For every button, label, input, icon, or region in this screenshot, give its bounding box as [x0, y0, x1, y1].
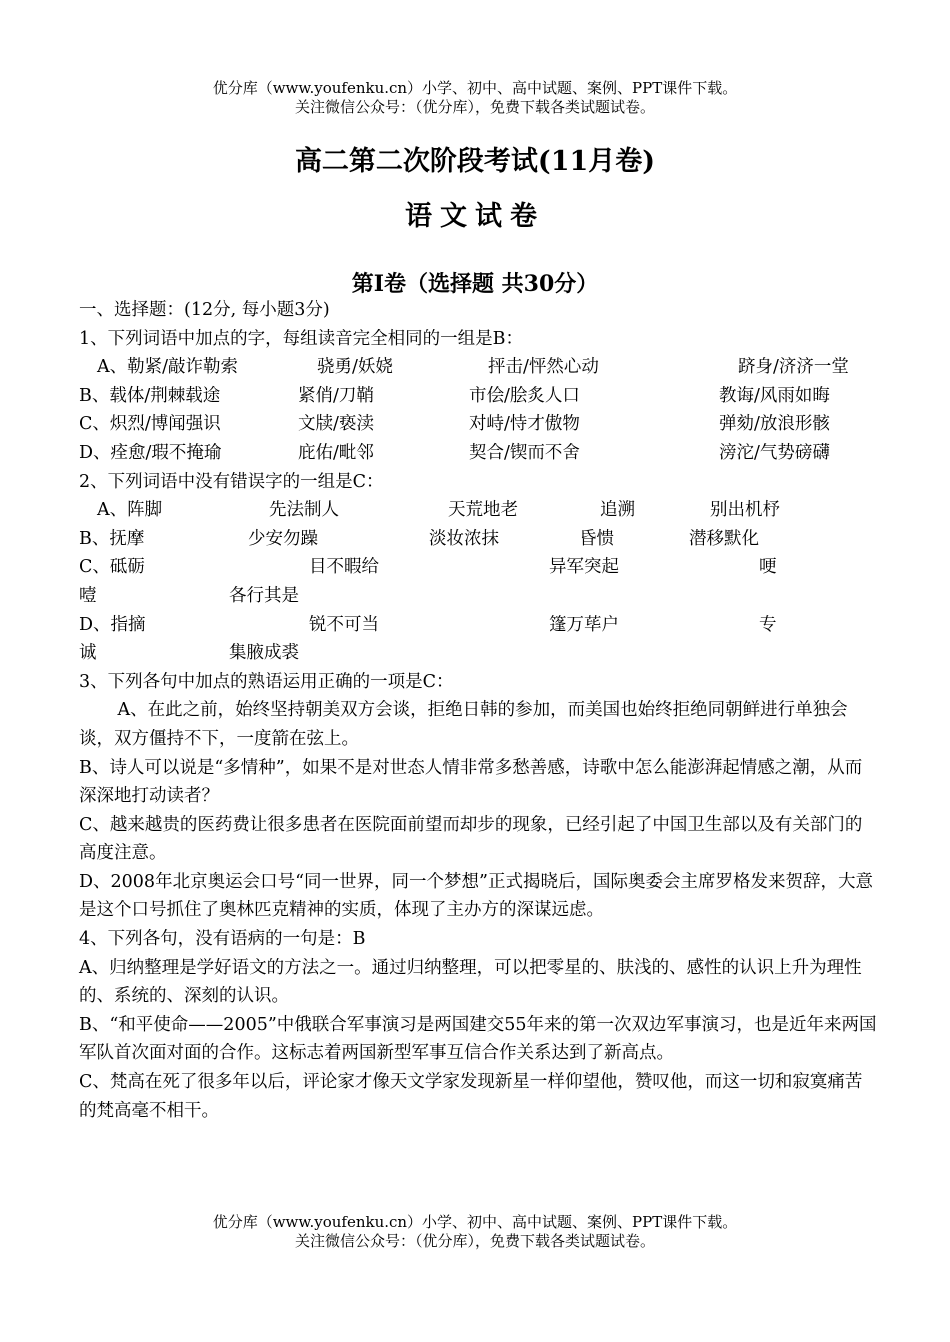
q1-b-col1: B、载体/荆棘载途 — [79, 385, 221, 406]
q2-d2-col2: 集腋成裘 — [229, 643, 299, 664]
q2-c2-col1: 噎 — [79, 585, 97, 606]
page-footer — [0, 1213, 950, 1251]
q2-c-col1: C、砥砺 — [79, 557, 145, 578]
q1-d-col1: D、痊愈/瑕不掩瑜 — [79, 442, 222, 463]
q2-c-col3: 异军突起 — [549, 557, 619, 578]
q1-c-col2: 文牍/亵渎 — [298, 414, 374, 435]
q3-option-c: C、越来越贵的医药费让很多患者在医院面前望而却步的现象，已经引起了中国卫生部以及有关部门的高度注意。 — [79, 814, 863, 864]
q2-d-col3: 篷万荜户 — [549, 614, 619, 635]
q1-a-col3: 抨击/怦然心动 — [488, 357, 599, 378]
q1-c-col3: 对峙/恃才傲物 — [469, 414, 580, 435]
q2-b-col5: 潜移默化 — [689, 528, 759, 549]
q2-a-col5: 别出机杼 — [710, 500, 780, 521]
q2-a-col3: 天荒地老 — [448, 500, 518, 521]
q3-option-a: A、在此之前，始终坚持朝美双方会谈，拒绝日韩的参加，而美国也始终拒绝同朝鲜进行单独会谈，双方僵持不下，一度箭在弦上。 — [79, 700, 848, 749]
q1-d-col3: 契合/锲而不舍 — [469, 442, 580, 463]
q1-a-col2: 骁勇/妖娆 — [317, 357, 393, 378]
header-line-2: 关注微信公众号：（优分库），免费下载各类试题试卷。 — [294, 98, 655, 116]
q2-option-a — [79, 496, 879, 525]
q2-option-d — [79, 611, 879, 640]
q2-option-b — [79, 525, 879, 554]
q2-b-col3: 淡妆浓抹 — [429, 528, 499, 549]
q1-b-col3: 市侩/脍炙人口 — [469, 385, 580, 406]
q4-option-a: A、归纳整理是学好语文的方法之一。通过归纳整理，可以把零星的、肤浅的、感性的认识上升为理性的、系统的、深刻的认识。 — [79, 957, 862, 1007]
q1-option-c — [79, 410, 879, 439]
q2-d-col4: 专 — [759, 614, 777, 635]
q2-option-c — [79, 553, 879, 582]
section-heading: 一、选择题：(12分, 每小题3分) — [79, 300, 330, 320]
q3-option-d: D、2008年北京奥运会口号“同一世界，同一个梦想”正式揭晓后，国际奥委会主席罗格发来贺辞，大意是这个口号抓住了奥林匹克精神的实质，体现了主办方的深谋远虑。 — [79, 871, 873, 921]
q1-a-col4: 跻身/济济一堂 — [738, 357, 849, 378]
q2-b-col4: 昏愦 — [579, 528, 614, 549]
q1-b-col2: 紧俏/刀鞘 — [298, 385, 374, 406]
q1-option-b — [79, 382, 879, 411]
q2-d2-col1: 诚 — [79, 643, 97, 664]
q2-b-col2: 少安勿躁 — [248, 528, 318, 549]
q1-d-col2: 庇佑/毗邻 — [298, 442, 374, 463]
header-line-1: 优分库（www.youfenku.cn）小学、初中、高中试题、案例、PPT课件下载。 — [212, 79, 738, 97]
page-header — [0, 79, 950, 117]
q2-d-col2: 锐不可当 — [309, 614, 379, 635]
question-4-stem: 4、下列各句，没有语病的一句是：B — [79, 929, 366, 950]
exam-content — [79, 296, 879, 1125]
q2-d-col1: D、指摘 — [79, 614, 146, 635]
q2-c-col4: 哽 — [759, 557, 777, 578]
q2-a-col2: 先法制人 — [269, 500, 339, 521]
footer-line-1: 优分库（www.youfenku.cn）小学、初中、高中试题、案例、PPT课件下载。 — [212, 1213, 738, 1231]
q3-option-b: B、诗人可以说是“多情种”，如果不是对世态人情非常多愁善感，诗歌中怎么能澎湃起情感之潮，从而深深地打动读者？ — [79, 757, 863, 807]
q2-option-d-cont — [79, 639, 879, 668]
question-2-stem: 2、下列词语中没有错误字的一组是C： — [79, 471, 384, 492]
q1-a-col1: A、勒紧/敲诈勒索 — [97, 357, 239, 378]
q1-c-col4: 弹劾/放浪形骸 — [719, 414, 830, 435]
question-3-stem: 3、下列各句中加点的熟语运用正确的一项是C： — [79, 671, 454, 692]
footer-line-2: 关注微信公众号：（优分库），免费下载各类试题试卷。 — [294, 1232, 655, 1250]
subject-title: 语文试卷 — [405, 201, 545, 232]
q2-c2-col2: 各行其是 — [229, 585, 299, 606]
exam-title: 高二第二次阶段考试(11月卷) — [294, 146, 656, 177]
q1-option-d — [79, 439, 879, 468]
q2-c-col2: 目不暇给 — [309, 557, 379, 578]
q4-option-c: C、梵高在死了很多年以后，评论家才像天文学家发现新星一样仰望他，赞叹他，而这一切和寂寞痛苦的梵高毫不相干。 — [79, 1072, 863, 1121]
q1-d-col4: 滂沱/气势磅礴 — [719, 442, 830, 463]
part-title: 第Ⅰ卷（选择题 共30分） — [351, 271, 599, 297]
q1-c-col1: C、炽烈/博闻强识 — [79, 414, 221, 435]
q2-a-col1: A、阵脚 — [97, 500, 163, 521]
q2-a-col4: 追溯 — [600, 500, 635, 521]
q1-b-col4: 教诲/风雨如晦 — [719, 385, 830, 406]
q4-option-b: B、“和平使命——2005”中俄联合军事演习是两国建交55年来的第一次双边军事演习，也是近年来两国军队首次面对面的合作。这标志着两国新型军事互信合作关系达到了新高点。 — [79, 1014, 877, 1064]
q1-option-a — [79, 353, 879, 382]
q2-b-col1: B、抚摩 — [79, 528, 145, 549]
question-1-stem: 1、下列词语中加点的字，每组读音完全相同的一组是B： — [79, 328, 523, 349]
q2-option-c-cont — [79, 582, 879, 611]
